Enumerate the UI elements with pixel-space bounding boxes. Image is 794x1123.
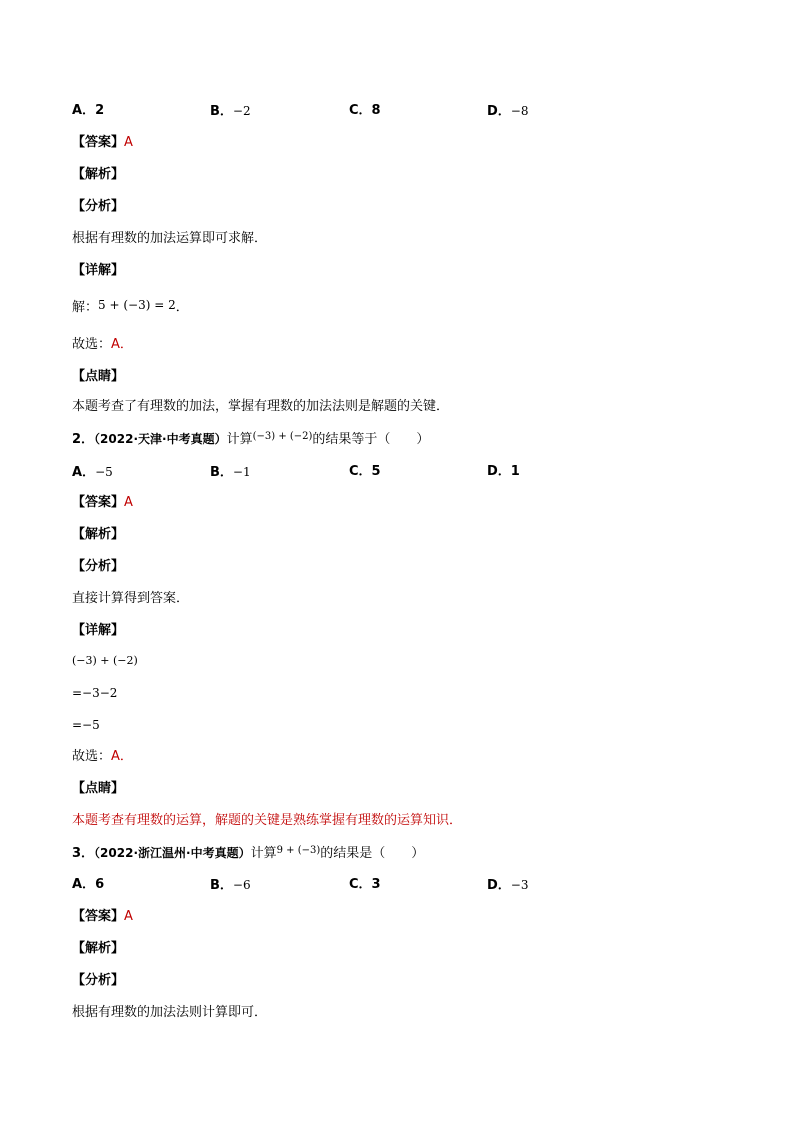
q1-dianjing-tag: 【点睛】 <box>72 369 125 384</box>
q3-source: （2022·浙江温州·中考真题） <box>94 846 251 860</box>
q1-option-c: C．8 <box>349 103 381 118</box>
q3-stem: 3．（2022·浙江温州·中考真题）计算$^{9 + (-3)}$的结果是（ ） <box>72 845 425 861</box>
q3-option-a: A．6 <box>72 877 105 892</box>
q2-step-2: =−3−2 <box>72 686 118 700</box>
q1-dianjing-text: 本题考查了有理数的加法，掌握有理数的加法法则是解题的关键． <box>72 399 450 414</box>
q3-fenxi-tag: 【分析】 <box>72 973 125 988</box>
q1-fenxi-text: 根据有理数的加法运算即可求解． <box>72 231 268 246</box>
q2-stem: 2．（2022·天津·中考真题）计算$^{(-3) + (-2)}$的结果等于（ ） <box>72 431 430 447</box>
q2-analysis-tag: 【解析】 <box>72 527 125 542</box>
q2-stem-math: (−3) + (−2) <box>252 431 313 442</box>
q2-step-3: =−5 <box>72 718 100 732</box>
q2-source: （2022·天津·中考真题） <box>94 432 227 446</box>
q2-option-d: D．1 <box>487 464 520 479</box>
q1-solution-math: 5 + (−3) = 2 <box>98 298 176 312</box>
q1-option-a: A．2 <box>72 103 105 118</box>
q2-fenxi-tag: 【分析】 <box>72 559 125 574</box>
answer-value: A <box>124 135 133 150</box>
q3-stem-math: 9 + (−3) <box>276 845 321 856</box>
q3-option-c: C．3 <box>349 877 381 892</box>
answer-value: A <box>124 909 133 924</box>
q2-options <box>72 463 632 481</box>
answer-tag: 【答案】 <box>72 135 125 150</box>
q2-option-a: A．−5 <box>72 465 113 480</box>
q1-option-b: B．−2 <box>210 104 251 119</box>
q2-option-b: B．−1 <box>210 465 251 480</box>
q3-answer: 【答案】A <box>72 909 133 924</box>
q2-dianjing-text: 本题考查有理数的运算，解题的关键是熟练掌握有理数的运算知识． <box>72 813 463 828</box>
q3-option-d: D．−3 <box>487 878 529 893</box>
q3-options <box>72 876 632 894</box>
q1-fenxi-tag: 【分析】 <box>72 199 125 214</box>
q3-option-b: B．−6 <box>210 878 251 893</box>
q1-options <box>72 102 632 120</box>
q2-dianjing-tag: 【点睛】 <box>72 781 125 796</box>
q3-fenxi-text: 根据有理数的加法法则计算即可． <box>72 1005 268 1020</box>
q2-choice: 故选：A． <box>72 749 133 764</box>
q2-number: 2． <box>72 432 95 447</box>
q2-xiangjie-tag: 【详解】 <box>72 623 125 638</box>
q1-choice: 故选：A． <box>72 337 133 352</box>
q1-option-d: D．−8 <box>487 104 529 119</box>
answer-value: A <box>124 495 133 510</box>
q1-analysis-tag: 【解析】 <box>72 167 125 182</box>
q2-option-c: C．5 <box>349 464 381 479</box>
q2-answer: 【答案】A <box>72 495 133 510</box>
q2-fenxi-text: 直接计算得到答案． <box>72 591 190 606</box>
q3-number: 3． <box>72 846 95 861</box>
q1-xiangjie-tag: 【详解】 <box>72 263 125 278</box>
q3-analysis-tag: 【解析】 <box>72 941 125 956</box>
q2-step-1: (−3) + (−2) <box>72 654 138 667</box>
q1-solution: 解：5 + (−3) = 2． <box>72 298 189 315</box>
q1-answer <box>72 134 133 152</box>
